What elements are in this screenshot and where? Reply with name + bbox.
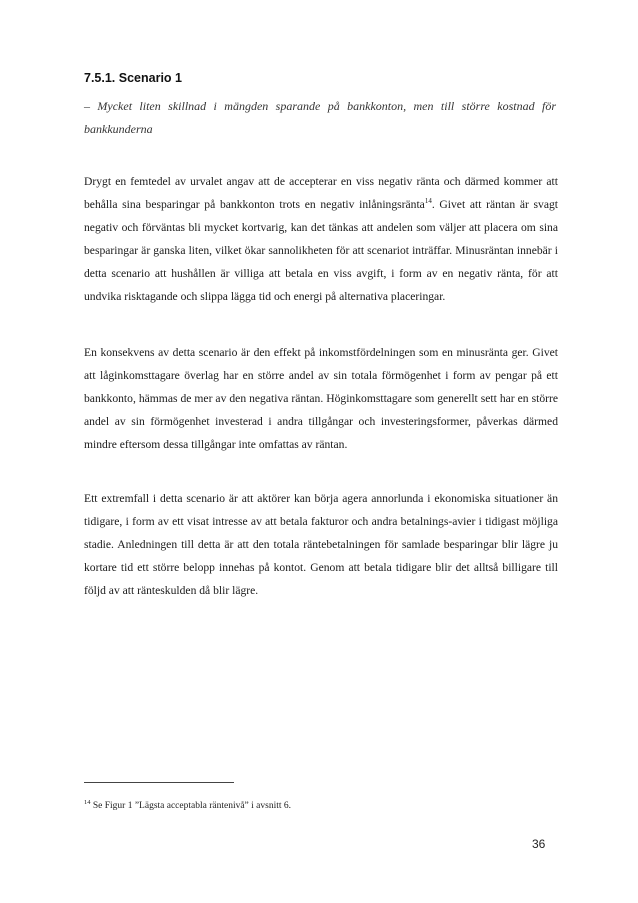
footnote — [84, 798, 291, 811]
page-number: 36 — [532, 837, 546, 851]
section-heading: 7.5.1. Scenario 1 — [84, 71, 182, 85]
paragraph-3: Ett extremfall i detta scenario är att aktörer kan börja agera annorlunda i ekonomiska situationer än tidigare, i form av ett visat intresse av att betala fakturor och andra betalnings-avier i tidigast möjliga stadie. Anledningen till detta är att den totala räntebetalningen för samlade besparingar blir lägre ju kortare tid ett större belopp innehas på kontot. Genom att betala tidigare blir det alltså billigare till följd av att ränteskulden då blir lägre. — [84, 492, 558, 597]
footnote-reference[interactable]: 14 — [424, 197, 432, 206]
paragraph-1-part-b: . Givet att räntan är svagt negativ och förväntas bli mycket kortvarig, kan det tänkas att andelen som väljer att placera om sina besparingar är ganska liten, vilket ökar sannolikheten för att scenariot inträffar. Minusräntan innebär i detta scenario att hushållen är villiga att betala en viss avgift, i form av en negativ ränta, för att undvika risktagande och slippa lägga tid och energi på alternativa placeringar. — [84, 197, 558, 303]
footnote-number: 14 — [84, 798, 91, 806]
paragraph-2: En konsekvens av detta scenario är den effekt på inkomstfördelningen som en minusränta ger. Givet att låginkomsttagare överlag har en större andel av sin totala förmögenhet i form av pengar på ett bankkonto, hämmas de mer av den negativa räntan. Höginkomsttagare som generellt sett har en större andel av sin förmögenhet investerad i andra tillgångar och investeringsformer, påverkas därmed mindre eftersom dessa tillgångar inte omfattas av räntan. — [84, 346, 558, 451]
paragraph-1-part-a: Drygt en femtedel av urvalet angav att de accepterar en viss negativ ränta och därmed kommer att behålla sina besparingar på bankkonton trots en negativ inlåningsränta — [84, 175, 558, 211]
footnote-text: Se Figur 1 ”Lägsta acceptabla räntenivå” i avsnitt 6. — [90, 801, 291, 811]
paragraph-1 — [84, 171, 558, 308]
footnote-divider — [84, 782, 234, 783]
section-subtitle: – Mycket liten skillnad i mängden sparande på bankkonton, men till större kostnad för bankkunderna — [84, 99, 556, 136]
